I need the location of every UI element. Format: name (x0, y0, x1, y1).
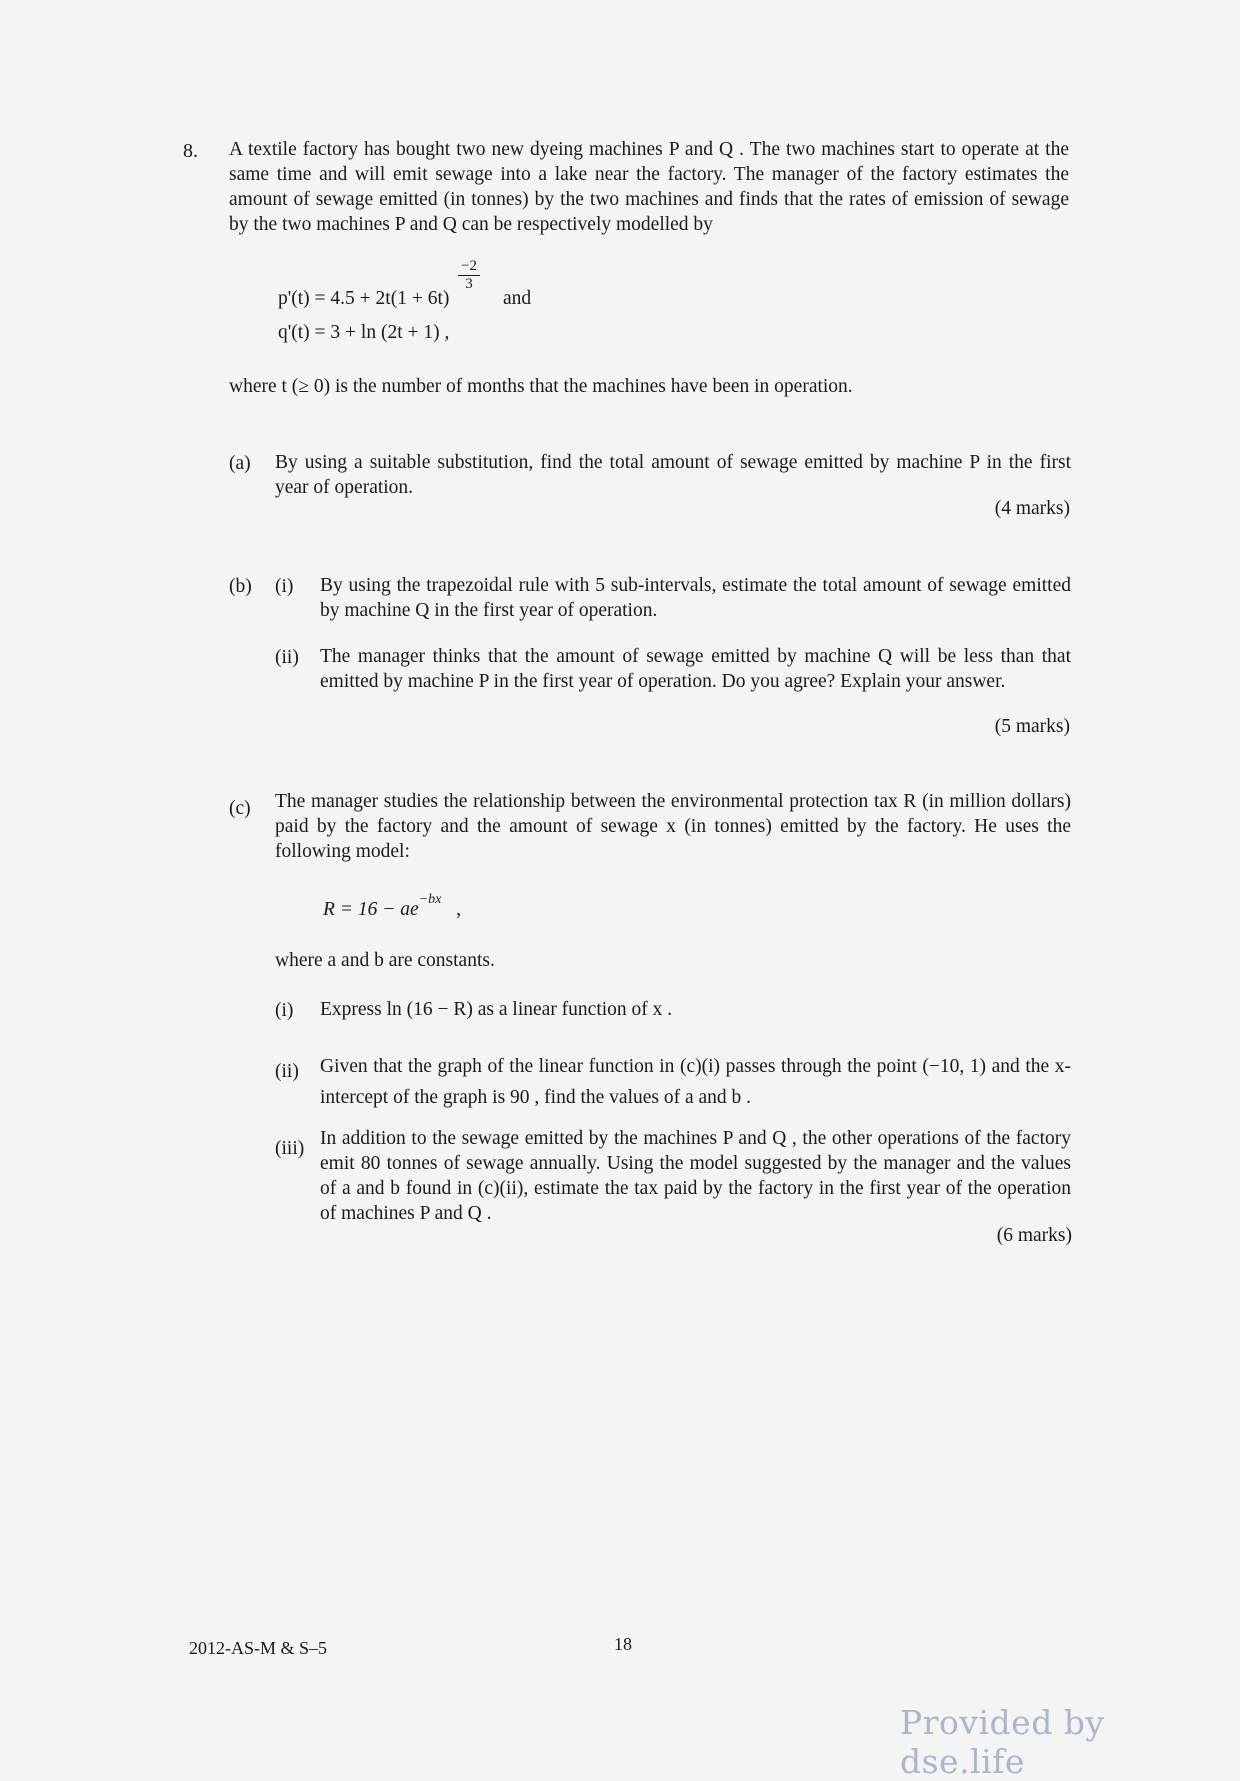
where-t-text: where t (≥ 0) is the number of months that the machines have been in operation. (229, 376, 853, 397)
exponent-denominator: 3 (465, 276, 473, 292)
equation-p (278, 286, 449, 311)
footer-code: 2012-AS-M & S–5 (189, 1638, 328, 1658)
part-a-label: (a) (229, 453, 251, 474)
page-number: 18 (614, 1634, 632, 1654)
model-equation (323, 892, 462, 924)
part-c-i-label: (i) (275, 1000, 294, 1021)
part-b-i-text: By using the trapezoidal rule with 5 sub-intervals, estimate the total amount of sewage emitted by machine Q in the first year of operation. (320, 575, 1071, 621)
equation-p-exponent (458, 258, 480, 293)
question-intro: A textile factory has bought two new dyeing machines P and Q . The two machines start to operate at the same time and will emit sewage into a lake near the factory. The manager of the factory estimates the amount of sewage emitted (in tonnes) by the two machines and finds that the rates of emission of sewage by the two machines P and Q can be respectively modelled by (229, 139, 1069, 235)
equation-q: q'(t) = 3 + ln (2t + 1) , (278, 322, 450, 343)
part-c-iii-label: (iii) (275, 1138, 305, 1159)
part-c-i-text: Express ln (16 − R) as a linear function of x . (320, 999, 673, 1020)
part-b-ii-label: (ii) (275, 647, 299, 668)
equation-p-and: and (503, 288, 532, 309)
model-lhs: R = 16 − ae (323, 899, 419, 920)
model-exponent: −bx (418, 892, 442, 907)
part-b-label: (b) (229, 576, 252, 597)
part-c-ii-label: (ii) (275, 1061, 299, 1082)
model-tail: , (456, 899, 462, 920)
where-ab-text: where a and b are constants. (275, 950, 495, 971)
part-b-ii-text: The manager thinks that the amount of sewage emitted by machine Q will be less than that emitted by machine P in the first year of operation. Do you agree? Explain your answer. (320, 646, 1071, 692)
part-a-marks: (4 marks) (994, 498, 1070, 519)
part-c-marks: (6 marks) (996, 1225, 1072, 1246)
part-b-i-label: (i) (275, 576, 294, 597)
part-a-text: By using a suitable substitution, find the total amount of sewage emitted by machine P in the first year of operation. (275, 452, 1071, 498)
equation-p-lhs: p'(t) = 4.5 + 2t(1 + 6t) (278, 288, 450, 309)
question-number: 8. (183, 140, 198, 162)
part-b-marks: (5 marks) (994, 716, 1070, 737)
exponent-numerator: −2 (458, 258, 480, 276)
part-c-iii-text: In addition to the sewage emitted by the machines P and Q , the other operations of the factory emit 80 tonnes of sewage annually. Using the model suggested by the manager and the values of a and b found in (c)(ii), estimate the tax paid by the factory in the first year of the operation of machines P and Q . (320, 1128, 1071, 1224)
part-c-text: The manager studies the relationship between the environmental protection tax R (in million dollars) paid by the factory and the amount of sewage x (in tonnes) emitted by the factory. He uses the following model: (275, 791, 1071, 862)
watermark: Provided by dse.life (900, 1703, 1105, 1781)
part-c-ii-text: Given that the graph of the linear function in (c)(i) passes through the point (−10, 1) and the x-intercept of the graph is 90 , find the values of a and b . (320, 1056, 1071, 1108)
part-c-label: (c) (229, 798, 251, 819)
